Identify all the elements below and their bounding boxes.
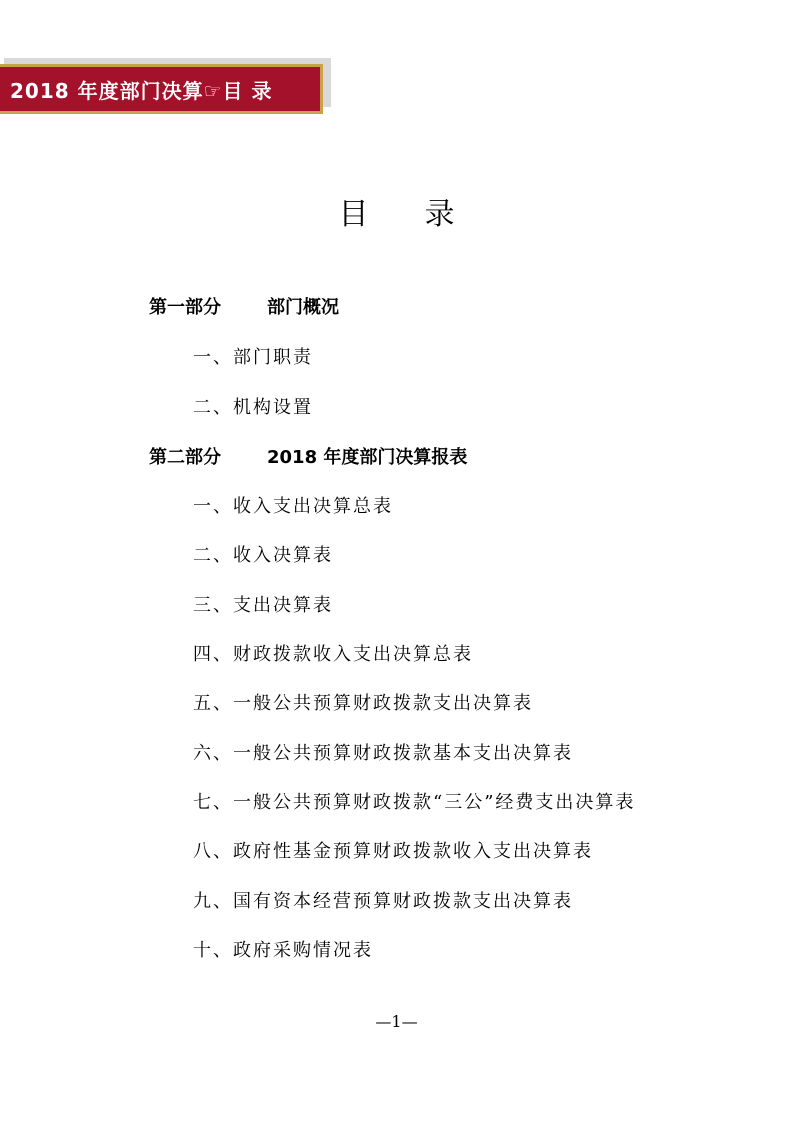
toc-item[interactable]: 二、收入决算表 <box>193 545 333 566</box>
toc-item[interactable]: 六、一般公共预算财政拨款基本支出决算表 <box>193 743 573 764</box>
toc-part-number: 第二部分 <box>149 447 221 468</box>
toc-item[interactable]: 九、国有资本经营预算财政拨款支出决算表 <box>193 891 573 912</box>
toc-item[interactable]: 五、一般公共预算财政拨款支出决算表 <box>193 693 533 714</box>
toc-item[interactable]: 十、政府采购情况表 <box>193 940 373 961</box>
page-number: —1— <box>375 1012 418 1031</box>
toc-item[interactable]: 一、部门职责 <box>193 347 313 368</box>
toc-item[interactable]: 七、一般公共预算财政拨款“三公”经费支出决算表 <box>193 792 636 813</box>
toc-part-title: 部门概况 <box>267 297 339 318</box>
toc-item[interactable]: 三、支出决算表 <box>193 595 333 616</box>
toc-part-1[interactable] <box>149 288 339 328</box>
toc-item[interactable]: 二、机构设置 <box>193 397 313 418</box>
toc-part-title: 2018 年度部门决算报表 <box>267 447 468 468</box>
toc-part-2[interactable] <box>149 438 467 478</box>
toc-item[interactable]: 一、收入支出决算总表 <box>193 496 393 517</box>
toc-item[interactable]: 八、政府性基金预算财政拨款收入支出决算表 <box>193 841 593 862</box>
toc-item[interactable]: 四、财政拨款收入支出决算总表 <box>193 644 473 665</box>
banner-text: 2018 年度部门决算☞目 录 <box>10 78 273 103</box>
header-banner <box>0 64 323 114</box>
page-title: 目录 <box>338 197 511 232</box>
toc-part-number: 第一部分 <box>149 297 221 318</box>
